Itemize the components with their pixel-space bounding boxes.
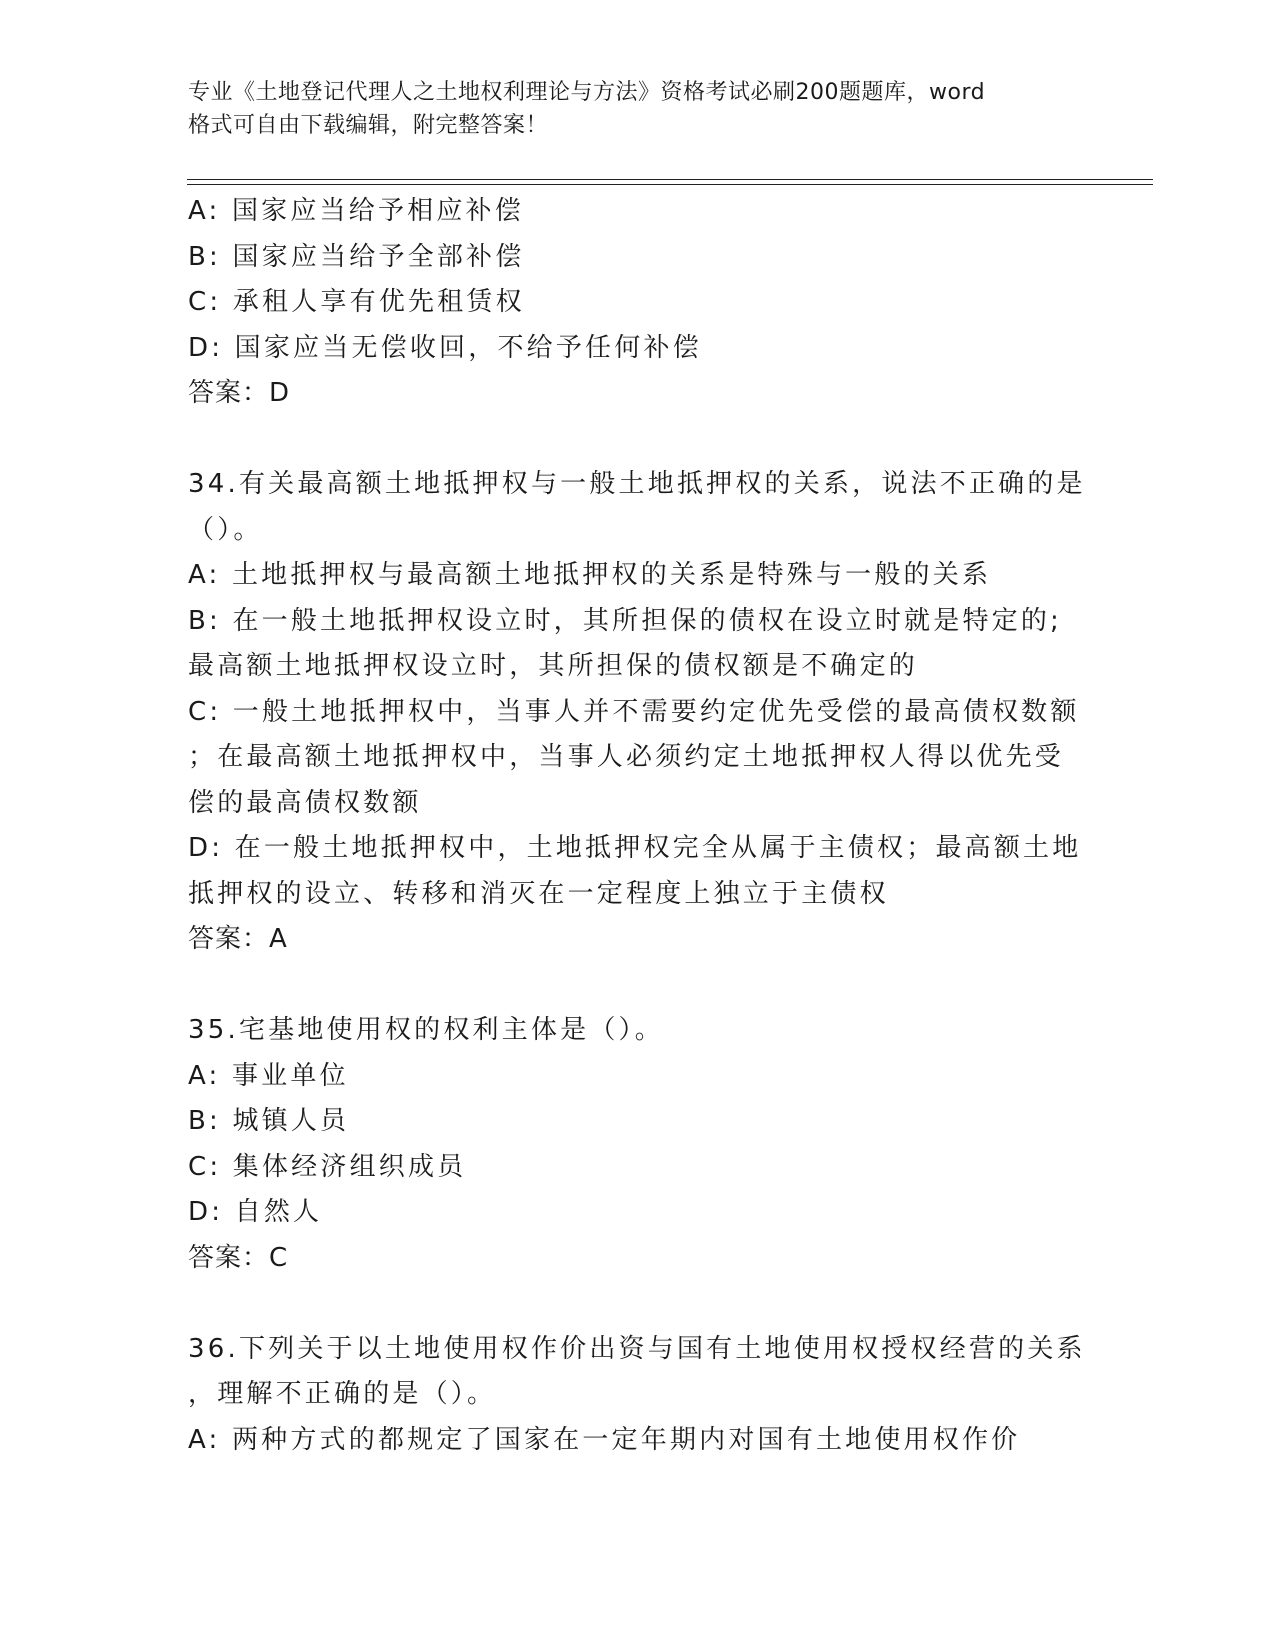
option-a: A: 事业单位 bbox=[188, 1060, 349, 1091]
header-rule-bottom bbox=[187, 184, 1153, 185]
answer-line: 答案：A bbox=[188, 924, 288, 954]
option-b: B: 国家应当给予全部补偿 bbox=[188, 241, 525, 272]
spacer bbox=[188, 417, 1088, 463]
option-c: C: 集体经济组织成员 bbox=[188, 1151, 467, 1182]
option-a: A: 国家应当给予相应补偿 bbox=[188, 196, 524, 226]
question-34-stem-1: 34.有关最高额土地抵押权与一般土地抵押权的关系，说法不正确的是 bbox=[188, 469, 1086, 499]
question-36-stem-1: 36.下列关于以土地使用权作价出资与国有土地使用权授权经营的关系 bbox=[188, 1333, 1086, 1364]
option-b-continued: 最高额土地抵押权设立时，其所担保的债权额是不确定的 bbox=[188, 651, 919, 681]
spacer bbox=[188, 963, 1088, 1009]
question-36-stem-2: ，理解不正确的是（）。 bbox=[188, 1379, 497, 1409]
document-header bbox=[188, 76, 1088, 142]
spacer bbox=[188, 1281, 1088, 1327]
header-rule-top bbox=[187, 179, 1153, 180]
option-c-continued: 偿的最高债权数额 bbox=[188, 787, 422, 818]
header-line-1: 专业《土地登记代理人之土地权利理论与方法》资格考试必刷200题题库，word bbox=[188, 80, 986, 105]
answer-line: 答案：C bbox=[188, 1242, 289, 1273]
option-b: B: 在一般土地抵押权设立时，其所担保的债权在设立时就是特定的; bbox=[188, 605, 1063, 636]
option-d: D: 在一般土地抵押权中，土地抵押权完全从属于主债权；最高额土地 bbox=[188, 833, 1082, 863]
option-b: B: 城镇人员 bbox=[188, 1106, 350, 1136]
option-d: D: 自然人 bbox=[188, 1197, 323, 1227]
option-a: A: 两种方式的都规定了国家在一定年期内对国有土地使用权作价 bbox=[188, 1424, 1021, 1455]
option-a: A: 土地抵押权与最高额土地抵押权的关系是特殊与一般的关系 bbox=[188, 560, 992, 590]
question-34-stem-2: （）。 bbox=[188, 514, 263, 545]
question-35-stem: 35.宅基地使用权的权利主体是（）。 bbox=[188, 1015, 664, 1045]
option-d-continued: 抵押权的设立、转移和消灭在一定程度上独立于主债权 bbox=[188, 878, 889, 909]
option-c-continued: ；在最高额土地抵押权中，当事人必须约定土地抵押权人得以优先受 bbox=[188, 742, 1065, 772]
header-line-2: 格式可自由下载编辑，附完整答案！ bbox=[188, 113, 549, 138]
option-c: C: 一般土地抵押权中，当事人并不需要约定优先受偿的最高债权数额 bbox=[188, 696, 1080, 727]
question-list bbox=[188, 189, 1088, 1463]
option-d: D: 国家应当无偿收回，不给予任何补偿 bbox=[188, 332, 702, 363]
answer-line: 答案：D bbox=[188, 378, 291, 408]
option-c: C: 承租人享有优先租赁权 bbox=[188, 287, 525, 317]
